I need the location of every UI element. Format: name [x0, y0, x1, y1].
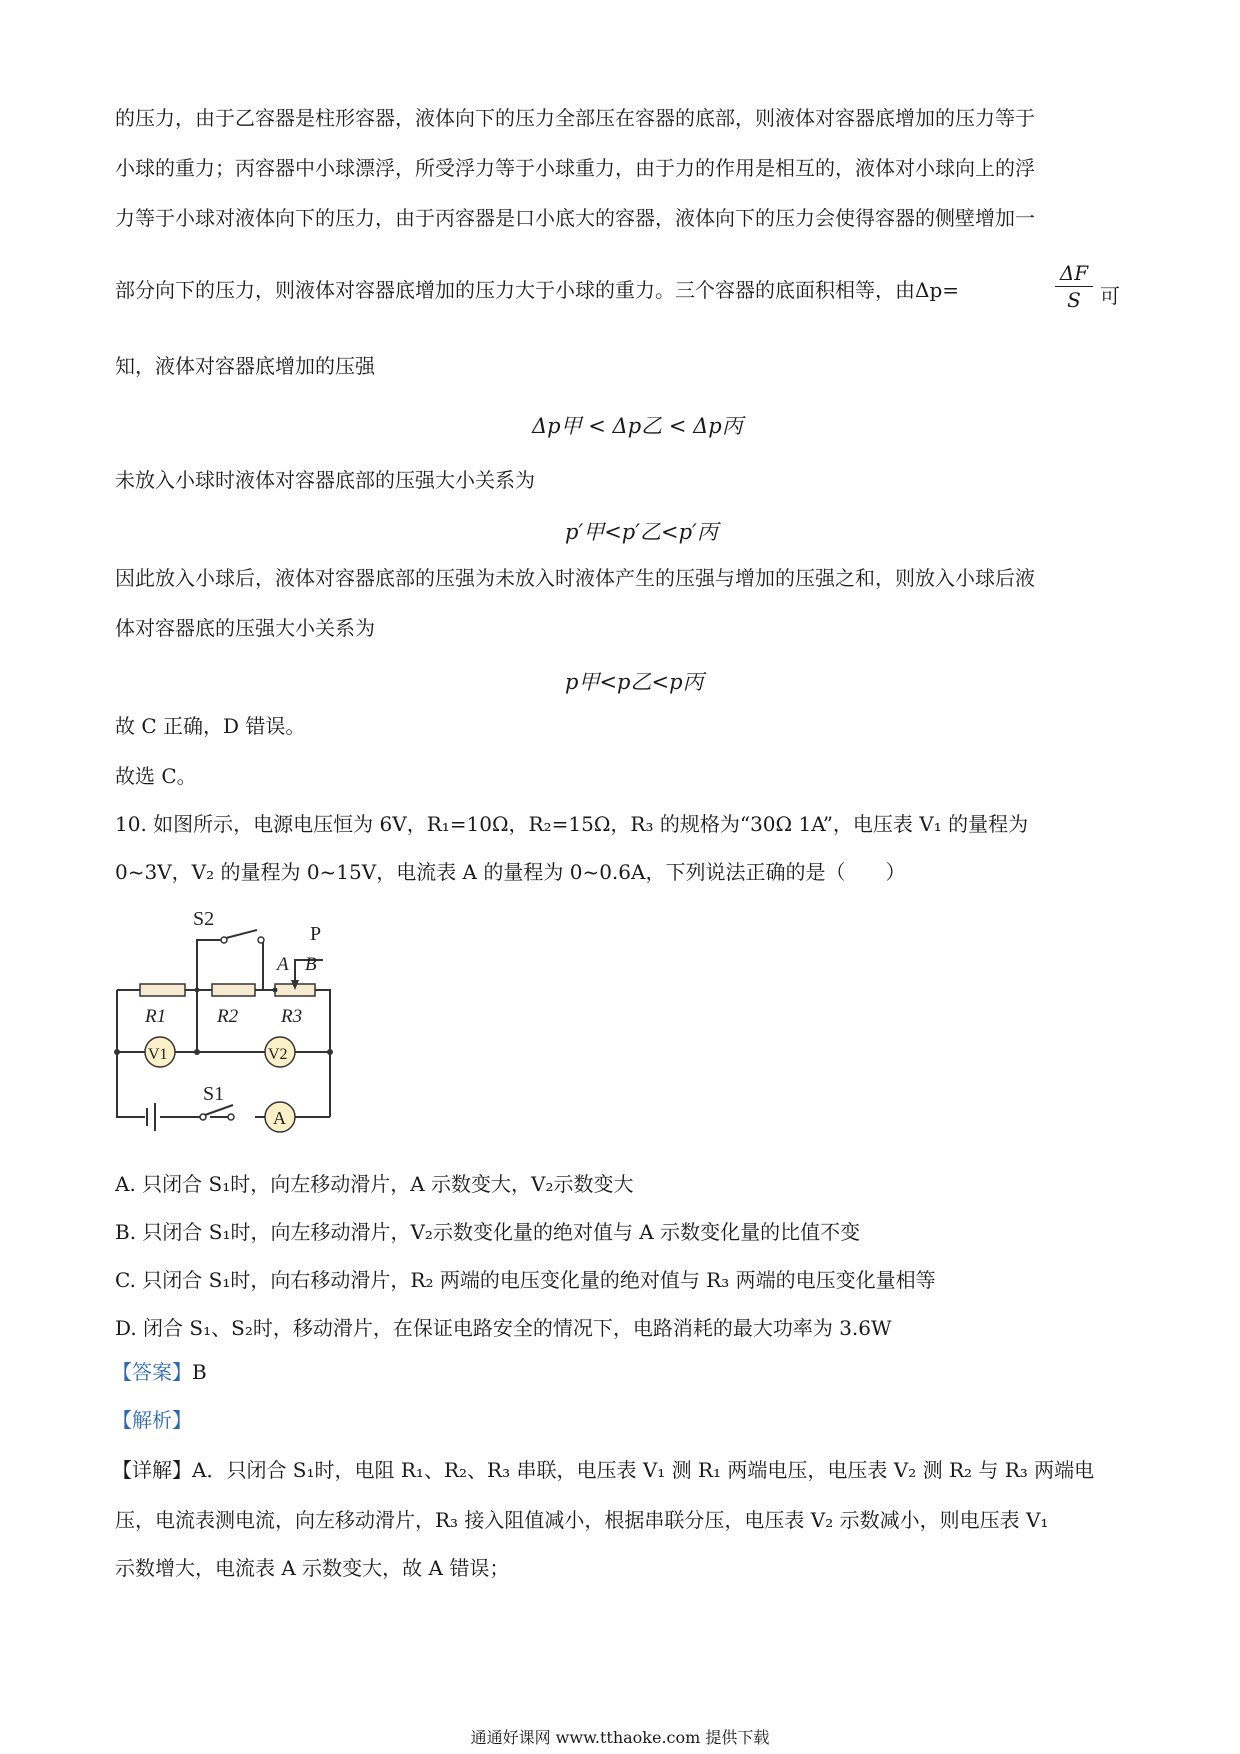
label-s1: S1 — [203, 1083, 225, 1105]
label-v2: V2 — [268, 1046, 288, 1063]
text-line-4: 部分向下的压力，则液体对容器底增加的压力大于小球的重力。三个容器的底面积相等，由Δp= — [115, 278, 960, 302]
equation-p-prime: p′甲<p′乙<p′丙 — [565, 520, 718, 544]
label-r1: R1 — [145, 1006, 167, 1027]
text-line-7: 因此放入小球后，液体对容器底部的压强为未放入时液体产生的压强与增加的压强之和，则放入小球后液 — [115, 566, 1035, 590]
detail-text-1: A．只闭合 S₁时，电阻 R₁、R₂、R₃ 串联，电压表 V₁ 测 R₁ 两端电压，电压表 V₂ 测 R₂ 与 R₃ 两端电 — [192, 1458, 1095, 1482]
option-c: C. 只闭合 S₁时，向右移动滑片，R₂ 两端的电压变化量的绝对值与 R₃ 两端的电压变化量相等 — [115, 1268, 936, 1292]
page-footer: 通通好课网 www.tthaoke.com 提供下载 — [470, 1728, 770, 1747]
label-b-end: B — [305, 954, 317, 975]
circuit-diagram — [105, 900, 345, 1140]
option-a: A. 只闭合 S₁时，向左移动滑片，A 示数变大，V₂示数变大 — [115, 1172, 634, 1196]
analysis-tag: 【解析】 — [112, 1408, 192, 1432]
detail-line-1 — [112, 1458, 1127, 1482]
text-line-9: 故 C 正确，D 错误。 — [115, 714, 306, 738]
detail-line-3: 示数增大，电流表 A 示数变大，故 A 错误； — [115, 1556, 510, 1580]
text-line-2: 小球的重力；丙容器中小球漂浮，所受浮力等于小球重力，由于力的作用是相互的，液体对小球向上的浮 — [115, 156, 1035, 180]
label-r3: R3 — [281, 1006, 303, 1027]
option-d: D. 闭合 S₁、S₂时，移动滑片，在保证电路安全的情况下，电路消耗的最大功率为 3.6W — [115, 1316, 892, 1340]
label-r2: R2 — [217, 1006, 239, 1027]
label-ammeter: A — [273, 1108, 286, 1128]
formula-fraction — [1055, 262, 1093, 311]
text-line-5: 知，液体对容器底增加的压强 — [115, 354, 375, 378]
fraction-denominator: S — [1067, 288, 1081, 312]
answer-value: B — [192, 1360, 207, 1384]
label-p: P — [310, 923, 322, 945]
text-ke: 可 — [1100, 284, 1120, 308]
resistor-r2 — [212, 984, 255, 996]
label-a-end: A — [277, 954, 289, 975]
text-line-8: 体对容器底的压强大小关系为 — [115, 616, 375, 640]
answer-line — [112, 1360, 1127, 1384]
equation-delta-p: Δp甲 < Δp乙 < Δp丙 — [532, 414, 743, 438]
detail-line-2: 压，电流表测电流，向左移动滑片，R₃ 接入阻值减小，根据串联分压，电压表 V₂ 示数减小，则电压表 V₁ — [115, 1508, 1049, 1532]
text-line-3: 力等于小球对液体向下的压力，由于丙容器是口小底大的容器，液体向下的压力会使得容器的侧壁增加一 — [115, 206, 1035, 230]
question-10-line-1: 10. 如图所示，电源电压恒为 6V，R₁=10Ω，R₂=15Ω，R₃ 的规格为“30Ω 1A”，电压表 V₁ 的量程为 — [115, 812, 1029, 836]
label-s2: S2 — [193, 908, 215, 930]
fraction-numerator: ΔF — [1059, 261, 1089, 285]
text-line-10: 故选 C。 — [115, 764, 197, 788]
option-b: B. 只闭合 S₁时，向左移动滑片，V₂示数变化量的绝对值与 A 示数变化量的比值不变 — [115, 1220, 861, 1244]
answer-tag: 【答案】 — [112, 1360, 192, 1384]
detail-tag: 【详解】 — [112, 1458, 192, 1482]
resistor-r1 — [140, 984, 185, 996]
question-10-line-2: 0~3V，V₂ 的量程为 0~15V，电流表 A 的量程为 0~0.6A，下列说法正确的是（ ） — [115, 860, 906, 884]
text-line-1: 的压力，由于乙容器是柱形容器，液体向下的压力全部压在容器的底部，则液体对容器底增加的压力等于 — [115, 106, 1035, 130]
text-line-6: 未放入小球时液体对容器底部的压强大小关系为 — [115, 468, 535, 492]
analysis-line — [112, 1408, 1127, 1432]
label-v1: V1 — [148, 1046, 168, 1063]
equation-p: p甲<p乙<p丙 — [565, 670, 704, 694]
